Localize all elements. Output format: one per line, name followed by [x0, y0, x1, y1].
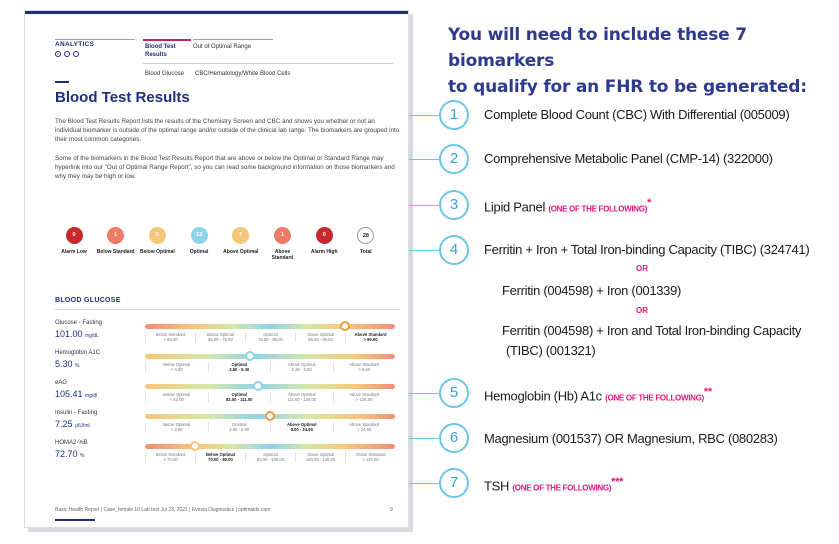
range-segment-value: 80.00 - 100.00: [256, 457, 284, 462]
range-segment: [333, 422, 396, 432]
range-segment-value: > 99.00: [363, 337, 378, 342]
step-number-5: 5: [439, 378, 469, 408]
range-segment: [208, 362, 271, 372]
legend-item: [347, 227, 385, 261]
bottom-accent: [55, 519, 95, 521]
legend-count: 1: [274, 227, 291, 244]
range-segment: [333, 392, 396, 402]
range-segment-label: Above Standard: [354, 332, 387, 337]
report-page: [24, 10, 409, 528]
range-segment-label: Optimal: [263, 332, 278, 337]
one-of-following-note: (ONE OF THE FOLLOWING): [605, 393, 704, 403]
biomarker-row[interactable]: [55, 380, 400, 410]
range-segment-value: 5.30 - 5.60: [291, 367, 312, 372]
range-segment-value: > 5.60: [358, 367, 371, 372]
biomarker-value: [55, 449, 85, 459]
legend-item: [97, 227, 135, 261]
biomarker-value-number: 7.25: [55, 419, 73, 429]
nav-divider: [143, 63, 393, 64]
range-scale: [145, 422, 395, 432]
one-of-following-note: (ONE OF THE FOLLOWING): [548, 204, 648, 214]
legend-label: Above Optimal: [223, 249, 259, 255]
range-segment-label: Above Optimal: [288, 392, 316, 397]
range-segment-value: 82.00 - 111.00: [225, 397, 253, 402]
legend-label: Alarm Low: [61, 249, 87, 255]
range-segment-label: Optimal: [231, 392, 248, 397]
biomarker-name: Insulin - Fasting: [55, 410, 98, 416]
value-marker: [245, 351, 255, 361]
range-segment-value: < 4.60: [170, 367, 183, 372]
range-segment: [145, 362, 208, 372]
range-segment-value: 5.00 - 24.90: [290, 427, 313, 432]
biomarker-value: [55, 389, 97, 399]
nav-divider: [193, 39, 273, 40]
range-segment: [245, 332, 295, 342]
range-segment-label: Below Standard: [155, 452, 186, 457]
range-bar: [145, 354, 395, 359]
range-segment-label: Above Optimal: [306, 332, 335, 337]
legend-count: 6: [149, 227, 166, 244]
range-segment-value: 65.00 - 75.00: [208, 337, 233, 342]
checklist-headline: [448, 22, 828, 100]
legend-label: Total: [360, 249, 372, 255]
biomarker-value: [55, 419, 90, 429]
legend-label: Below Standard: [96, 249, 135, 255]
step-text-6: Magnesium (001537) OR Magnesium, RBC (080283): [484, 431, 778, 446]
range-segment-value: 4.60 - 5.30: [229, 367, 250, 372]
range-segment: [195, 452, 245, 462]
page-number: 9: [390, 507, 393, 513]
range-segment-label: Below Optimal: [163, 362, 191, 367]
connector-line: [409, 438, 439, 439]
range-segment: [145, 452, 195, 462]
range-segment-label: Below Optimal: [163, 392, 191, 397]
analytics-icons: [55, 51, 79, 57]
biomarker-row[interactable]: [55, 320, 400, 350]
step-alt-1: Ferritin (004598) + Iron (001339): [502, 283, 682, 298]
or-label: OR: [636, 264, 648, 273]
biomarker-unit: %: [80, 453, 85, 459]
headline-line-2: to qualify for an FHR to be generated:: [448, 77, 807, 97]
biomarker-unit: mg/dl: [85, 393, 98, 399]
range-segment-value: > 140.00: [362, 457, 379, 462]
biomarker-name: HOMA2-%B: [55, 440, 88, 446]
range-segment-label: Optimal: [263, 452, 278, 457]
biomarker-value-number: 72.70: [55, 449, 78, 459]
home-icon[interactable]: ⌂: [56, 51, 60, 56]
one-of-following-note: (ONE OF THE FOLLOWING): [512, 483, 612, 493]
range-scale: [145, 362, 395, 372]
range-segment: [145, 332, 195, 342]
or-label: OR: [636, 306, 648, 315]
range-segment-value: 70.00 - 80.00: [208, 457, 233, 462]
range-scale: [145, 452, 395, 462]
range-segment-value: > 24.90: [357, 427, 372, 432]
step-alt-2-line-1: Ferritin (004598) + Iron and Total Iron-binding Capacity: [502, 323, 802, 338]
biomarker-value: [55, 359, 80, 369]
range-segment-label: Below Optimal: [163, 422, 191, 427]
biomarker-unit: %: [75, 363, 80, 369]
headline-line-1: You will need to include these 7 biomarkers: [448, 25, 747, 71]
range-segment-label: Above Optimal: [306, 452, 335, 457]
range-segment: [245, 452, 295, 462]
range-scale: [145, 392, 395, 402]
tab-out-of-optimal-range[interactable]: Out of Optimal Range: [193, 44, 252, 50]
biomarker-value-number: 101.00: [55, 329, 83, 339]
range-segment-label: Above Optimal: [286, 422, 317, 427]
range-segment-label: Above Optimal: [288, 362, 316, 367]
range-segment: [195, 332, 245, 342]
range-segment-value: < 65.00: [163, 337, 178, 342]
step-text-3: [484, 197, 651, 214]
biomarker-value-number: 105.41: [55, 389, 83, 399]
legend-item: [305, 227, 343, 261]
report-footer: Basic Health Report | Case_female 10 Lab test Jul 23, 2021 | Evexia Diagnostics | optimaldx.com: [55, 507, 271, 513]
range-segment: [345, 452, 395, 462]
step-number-1: 1: [439, 100, 469, 130]
range-segment: [208, 422, 271, 432]
footnote-star: ***: [611, 476, 624, 488]
legend-item: [55, 227, 93, 261]
legend-item: [138, 227, 176, 261]
legend-label: Optimal: [189, 249, 209, 255]
range-segment-label: Optimal: [232, 422, 247, 427]
top-accent-bar: [25, 11, 408, 14]
connector-line: [409, 393, 439, 394]
legend-label: Below Optimal: [140, 249, 175, 255]
connector-line: [409, 250, 439, 251]
nav-divider: [55, 39, 135, 40]
range-segment-value: > 126.00: [356, 397, 373, 402]
range-bar: [145, 384, 395, 389]
range-segment: [333, 362, 396, 372]
range-segment-value: 86.00 - 99.00: [308, 337, 333, 342]
value-marker: [190, 441, 200, 451]
range-bar: [145, 444, 395, 449]
intro-paragraph: Some of the biomarkers in the Blood Test Results Report that are above or below the Optimal or Standard Range may hyperlink into our "Out of Optimal Range Report", so you can read some background information on those biomarkers and why they may be high or low.: [55, 155, 395, 180]
step-text-7: [484, 476, 623, 493]
title-accent: [55, 81, 69, 83]
footnote-star: *: [647, 197, 652, 209]
step-text-5: [484, 386, 712, 403]
step-label: Hemoglobin (Hb) A1c: [484, 388, 602, 404]
step-number-4: 4: [439, 235, 469, 265]
range-segment: [145, 422, 208, 432]
step-alt-2-line-2: (TIBC) (001321): [506, 343, 596, 358]
step-number-6: 6: [439, 423, 469, 453]
footnote-star: **: [703, 386, 712, 398]
legend-item: [222, 227, 260, 261]
legend-count: 13: [191, 227, 208, 244]
nav-active-indicator: [143, 39, 191, 41]
range-legend: [55, 227, 385, 261]
settings-icon[interactable]: ·: [64, 51, 70, 57]
range-segment-label: Above Standard: [349, 422, 380, 427]
biomarker-row[interactable]: [55, 440, 400, 470]
legend-label: Alarm High: [310, 249, 338, 255]
connector-line: [409, 205, 439, 206]
range-segment-value: < 2.60: [170, 427, 183, 432]
biomarker-name: eAG: [55, 380, 68, 386]
section-title: BLOOD GLUCOSE: [55, 297, 121, 304]
step-text-4: Ferritin + Iron + Total Iron-binding Capacity (TIBC) (324741): [484, 242, 810, 257]
legend-item: [264, 227, 302, 261]
legend-label: Above Standard: [271, 249, 294, 261]
tab-cbc-hematology[interactable]: CBC/Hematology/White Blood Cells: [195, 71, 291, 77]
page-title: Blood Test Results: [55, 89, 190, 106]
range-bar: [145, 324, 395, 329]
range-segment: [145, 392, 208, 402]
step-number-3: 3: [439, 190, 469, 220]
value-marker: [265, 411, 275, 421]
tab-blood-test-results[interactable]: Blood Test Results: [145, 44, 176, 58]
step-label: Lipid Panel: [484, 199, 546, 215]
tab-blood-glucose[interactable]: Blood Glucose: [145, 71, 185, 77]
range-segment-value: 111.00 - 126.00: [287, 397, 317, 402]
legend-count: 28: [357, 227, 374, 244]
analytics-label: ANALYTICS: [55, 41, 95, 48]
range-segment-label: Below Optimal: [207, 332, 234, 337]
biomarker-name: Glucose - Fasting: [55, 320, 103, 326]
range-segment: [270, 392, 333, 402]
step-number-7: 7: [439, 468, 469, 498]
value-marker: [253, 381, 263, 391]
biomarker-name: Hemoglobin A1C: [55, 350, 101, 356]
range-segment-label: Below Optimal: [205, 452, 236, 457]
step-text-1: Complete Blood Count (CBC) With Differential (005009): [484, 107, 790, 122]
biomarker-unit: mg/dL: [85, 333, 99, 339]
range-segment-value: < 70.00: [163, 457, 178, 462]
legend-item: [180, 227, 218, 261]
step-number-2: 2: [439, 144, 469, 174]
range-segment-value: 2.60 - 5.00: [229, 427, 250, 432]
range-segment: [345, 332, 395, 342]
legend-count: 7: [232, 227, 249, 244]
range-segment-value: 100.00 - 140.00: [305, 457, 336, 462]
step-label: TSH: [484, 478, 510, 494]
connector-line: [409, 159, 439, 160]
biomarker-row[interactable]: [55, 410, 400, 440]
range-segment-label: Below Standard: [155, 332, 186, 337]
connector-line: [409, 483, 439, 484]
biomarker-value: [55, 329, 99, 339]
step-text-2: Comprehensive Metabolic Panel (CMP-14) (322000): [484, 151, 773, 166]
info-icon[interactable]: ·: [73, 51, 79, 57]
range-segment-value: < 82.00: [169, 397, 184, 402]
section-divider: [55, 309, 400, 310]
legend-count: 1: [107, 227, 124, 244]
range-segment: [208, 392, 271, 402]
range-segment: [295, 332, 345, 342]
biomarker-row[interactable]: [55, 350, 400, 380]
range-segment-label: Above Standard: [355, 452, 386, 457]
range-scale: [145, 332, 395, 342]
biomarker-unit: μIU/ml: [75, 423, 90, 429]
range-segment-label: Above Standard: [349, 362, 380, 367]
range-segment-label: Optimal: [231, 362, 248, 367]
value-marker: [340, 321, 350, 331]
range-segment: [270, 362, 333, 372]
connector-line: [409, 115, 439, 116]
intro-paragraph: The Blood Test Results Report lists the results of the Chemistry Screen and CBC and shows you whether or not an individual biomarker is outside of the optimal range and/or outside of the clinical lab range. The biomarkers are grouped into their most common categories.: [55, 118, 400, 143]
range-segment: [295, 452, 345, 462]
range-segment: [270, 422, 333, 432]
biomarker-value-number: 5.30: [55, 359, 73, 369]
range-segment-value: 75.00 - 86.00: [258, 337, 283, 342]
legend-count: 0: [66, 227, 83, 244]
legend-count: 0: [316, 227, 333, 244]
range-segment-label: Above Standard: [349, 392, 380, 397]
